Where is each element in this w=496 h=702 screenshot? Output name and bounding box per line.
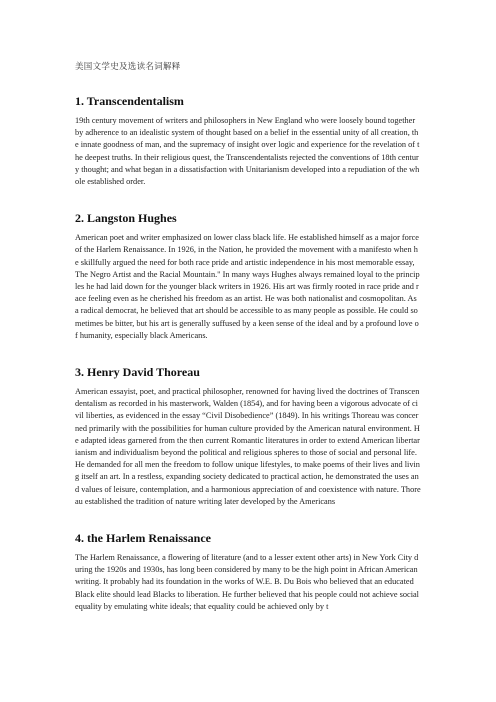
- document-header: 美国文学史及选读名词解释: [75, 62, 181, 72]
- section-title: 1. Transcendentalism: [75, 94, 184, 108]
- section-langston-hughes: [75, 211, 421, 342]
- section-body: The Harlem Renaissance, a flowering of literature (and to a lesser extent other arts) in New York City during the 1920s and 1930s, has long been considered by many to be the high point in African American writing. It probably had its foundation in the works of W.E. B. Du Bois who believed that an educated Black elite should lead Blacks to liberation. He further believed that his people could not achieve social equality by emulating white ideals; that equality could be achieved only by t: [75, 553, 419, 611]
- section-title: 3. Henry David Thoreau: [75, 365, 200, 380]
- section-title: 4. the Harlem Renaissance: [75, 531, 211, 546]
- section-transcendentalism: [75, 94, 421, 188]
- section-title: 2. Langston Hughes: [75, 211, 177, 226]
- section-body: 19th century movement of writers and philosophers in New England who were loosely bound together by adherence to an idealistic system of thought based on a belief in the essential unity of all creation, the innate goodness of man, and the supremacy of insight over logic and experience for the revelation of the deepest truths. In their religious quest, the Transcendentalists rejected the conventions of 18th century thought; and what began in a dissatisfaction with Unitarianism developed into a repudiation of the whole established order.: [75, 116, 420, 187]
- section-henry-david-thoreau: [75, 365, 421, 508]
- section-body: American poet and writer emphasized on lower class black life. He established himself as a major force of the Harlem Renaissance. In 1926, in the Nation, he provided the movement with a manifesto when he skillfully argued the need for both race pride and artistic independence in his most memorable essay, The Negro Artist and the Racial Mountain." In many ways Hughes always remained loyal to the principles he had laid down for the younger black writers in 1926. His art was firmly rooted in race pride and race feeling even as he cherished his freedom as an artist. He was both nationalist and cosmopolitan. As a radical democrat, he believed that art should be accessible to as many people as possible. He could sometimes be bitter, but his art is generally suffused by a keen sense of the ideal and by a profound love of humanity, especially black Americans.: [75, 233, 420, 340]
- section-harlem-renaissance: [75, 531, 421, 613]
- document-page: [75, 0, 421, 613]
- section-body: American essayist, poet, and practical philosopher, renowned for having lived the doctrines of Transcendentalism as recorded in his masterwork, Walden (1854), and for having been a vigorous advocate of civil liberties, as evidenced in the essay “Civil Disobedience” (1849). In his writings Thoreau was concerned primarily with the possibilities for human culture provided by the American natural environment. He adapted ideas garnered from the then current Romantic literatures in order to extend American libertarianism and individualism beyond the political and religious spheres to those of social and personal life. He demanded for all men the freedom to follow unique lifestyles, to make poems of their lives and living itself an art. In a restless, expanding society dedicated to practical action, he demonstrated the uses and values of leisure, contemplation, and a harmonious appreciation of and coexistence with nature. Thoreau established the tradition of nature writing later developed by the Americans: [75, 387, 421, 506]
